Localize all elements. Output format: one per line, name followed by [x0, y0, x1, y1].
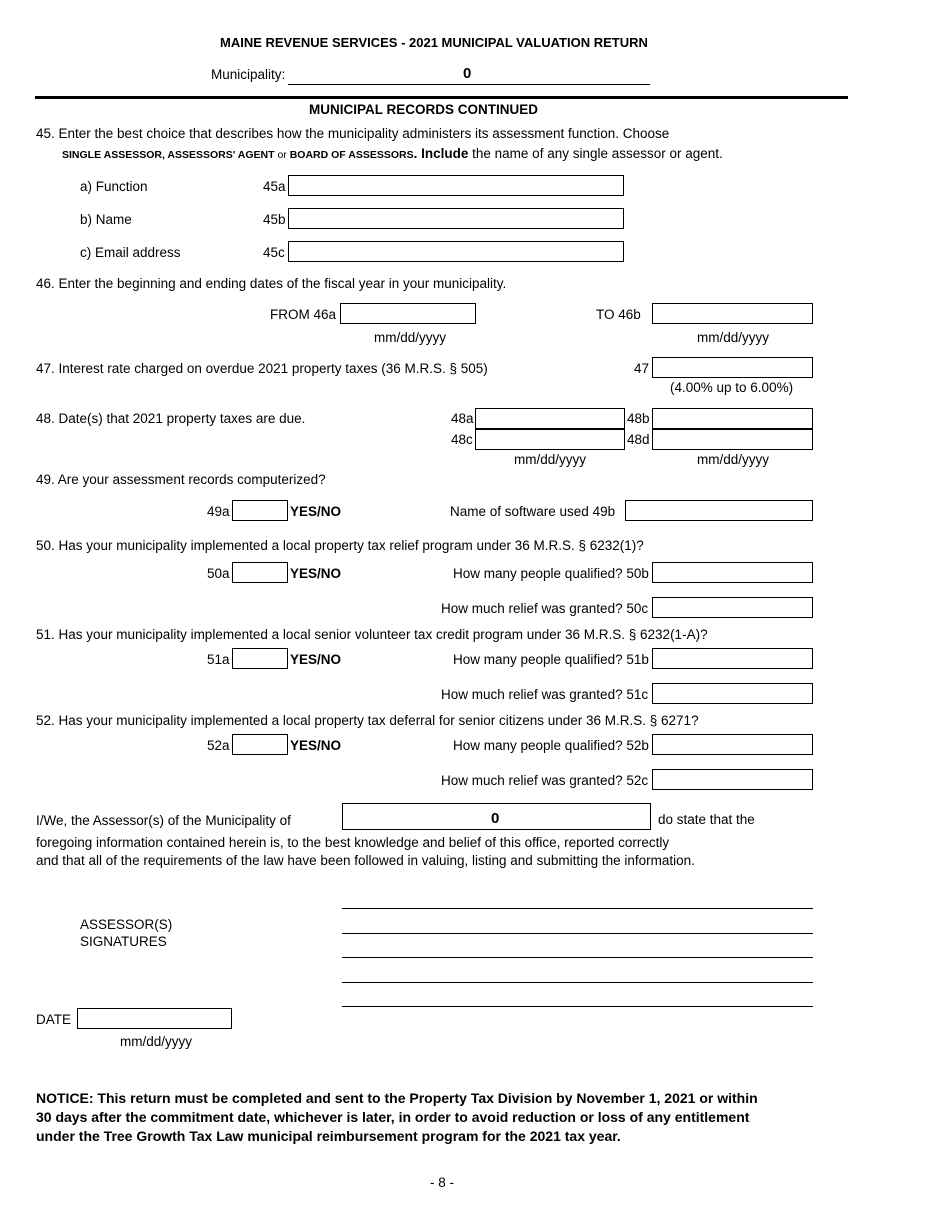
q51b-people-input[interactable] [652, 648, 813, 669]
q52a-code: 52a [207, 738, 230, 753]
notice-line1: NOTICE: This return must be completed and sent to the Property Tax Division by November 1, 2021 or within [36, 1090, 758, 1106]
signatures-label-1: ASSESSOR(S) [80, 917, 173, 932]
attest-lead: I/We, the Assessor(s) of the Municipality of [36, 813, 291, 828]
q45-opt-board: BOARD OF ASSESSORS [289, 149, 414, 161]
q46a-label: FROM 46a [270, 307, 337, 322]
q49b-label: Name of software used 49b [450, 504, 616, 519]
q50b-label: How many people qualified? 50b [453, 566, 649, 581]
q45-period: . [413, 146, 422, 161]
q51a-yesno-label: YES/NO [290, 652, 342, 667]
q49a-code: 49a [207, 504, 230, 519]
signature-line[interactable] [342, 933, 813, 934]
q45-opt-single: SINGLE ASSESSOR, ASSESSORS' AGENT [62, 149, 275, 161]
section-title: MUNICIPAL RECORDS CONTINUED [309, 102, 539, 117]
q45b-name-input[interactable] [288, 208, 624, 229]
q45-or: or [274, 149, 290, 161]
q51a-code: 51a [207, 652, 230, 667]
q45-include: Include [421, 146, 469, 161]
q45a-function-input[interactable] [288, 175, 624, 196]
q45a-label: a) Function [80, 179, 148, 194]
q48-format-right: mm/dd/yyyy [697, 452, 770, 467]
signature-line[interactable] [342, 982, 813, 983]
q48d-date-input[interactable] [652, 429, 813, 450]
attest-municipality-value: 0 [491, 810, 500, 827]
q46b-format: mm/dd/yyyy [697, 330, 770, 345]
q51c-label: How much relief was granted? 51c [441, 687, 649, 702]
signature-date-input[interactable] [77, 1008, 232, 1029]
notice-line3: under the Tree Growth Tax Law municipal reimbursement program for the 2021 tax year. [36, 1128, 621, 1144]
municipality-value: 0 [463, 65, 472, 82]
attest-line2: foregoing information contained herein is, to the best knowledge and belief of this office, reported correctly [36, 835, 670, 850]
q50a-yesno-label: YES/NO [290, 566, 342, 581]
q52c-relief-input[interactable] [652, 769, 813, 790]
q50a-yesno-input[interactable] [232, 562, 288, 583]
q52b-label: How many people qualified? 52b [453, 738, 649, 753]
q51c-relief-input[interactable] [652, 683, 813, 704]
q48b-code: 48b [627, 411, 650, 426]
municipality-label: Municipality: [211, 67, 286, 82]
q46b-label: TO 46b [596, 307, 641, 322]
q46b-to-date-input[interactable] [652, 303, 813, 324]
q49b-software-input[interactable] [625, 500, 813, 521]
q49-text: 49. Are your assessment records computerized? [36, 472, 326, 487]
q45b-code: 45b [263, 212, 286, 227]
attest-line3: and that all of the requirements of the law have been followed in valuing, listing and submitting the information. [36, 853, 695, 868]
q52-text: 52. Has your municipality implemented a local property tax deferral for senior citizens under 36 M.R.S. § 6271? [36, 713, 699, 728]
q48a-date-input[interactable] [475, 408, 625, 429]
q51a-yesno-input[interactable] [232, 648, 288, 669]
q50a-code: 50a [207, 566, 230, 581]
q45c-code: 45c [263, 245, 285, 260]
page-title: MAINE REVENUE SERVICES - 2021 MUNICIPAL VALUATION RETURN [220, 35, 648, 50]
q52b-people-input[interactable] [652, 734, 813, 755]
q51-text: 51. Has your municipality implemented a local senior volunteer tax credit program under 36 M.R.S. § 6232(1-A)? [36, 627, 708, 642]
signature-date-format: mm/dd/yyyy [120, 1034, 193, 1049]
q47-range: (4.00% up to 6.00%) [670, 380, 794, 395]
signature-line[interactable] [342, 957, 813, 958]
attest-tail: do state that the [658, 812, 755, 827]
q52c-label: How much relief was granted? 52c [441, 773, 649, 788]
q50b-people-input[interactable] [652, 562, 813, 583]
q48c-date-input[interactable] [475, 429, 625, 450]
q45-rest: the name of any single assessor or agent. [468, 146, 723, 161]
notice-line2: 30 days after the commitment date, whichever is later, in order to avoid reduction or loss of any entitlement [36, 1109, 750, 1125]
q48-text: 48. Date(s) that 2021 property taxes are due. [36, 411, 306, 426]
signature-line[interactable] [342, 1006, 813, 1007]
municipality-underline [288, 84, 650, 85]
q50c-label: How much relief was granted? 50c [441, 601, 649, 616]
q47-text: 47. Interest rate charged on overdue 2021 property taxes (36 M.R.S. § 505) [36, 361, 488, 376]
q45c-email-input[interactable] [288, 241, 624, 262]
q48-format-left: mm/dd/yyyy [514, 452, 587, 467]
q46a-format: mm/dd/yyyy [374, 330, 447, 345]
signatures-label-2: SIGNATURES [80, 934, 167, 949]
q45-text: 45. Enter the best choice that describes how the municipality administers its assessment function. Choose [36, 126, 670, 141]
q49a-yesno-label: YES/NO [290, 504, 342, 519]
q49a-yesno-input[interactable] [232, 500, 288, 521]
q48b-date-input[interactable] [652, 408, 813, 429]
q45b-label: b) Name [80, 212, 132, 227]
q52a-yesno-input[interactable] [232, 734, 288, 755]
q48c-code: 48c [451, 432, 473, 447]
q50c-relief-input[interactable] [652, 597, 813, 618]
q48a-code: 48a [451, 411, 474, 426]
q50-text: 50. Has your municipality implemented a local property tax relief program under 36 M.R.S. § 6232(1)? [36, 538, 644, 553]
q51b-label: How many people qualified? 51b [453, 652, 649, 667]
signature-line[interactable] [342, 908, 813, 909]
q46-text: 46. Enter the beginning and ending dates of the fiscal year in your municipality. [36, 276, 507, 291]
q48d-code: 48d [627, 432, 650, 447]
date-label: DATE [36, 1012, 72, 1027]
header-rule [35, 96, 848, 99]
q45-line2 [62, 146, 723, 161]
q47-code: 47 [634, 361, 650, 376]
page-number: - 8 - [430, 1175, 455, 1190]
q52a-yesno-label: YES/NO [290, 738, 342, 753]
q47-interest-rate-input[interactable] [652, 357, 813, 378]
q46a-from-date-input[interactable] [340, 303, 476, 324]
q45c-label: c) Email address [80, 245, 181, 260]
q45a-code: 45a [263, 179, 286, 194]
